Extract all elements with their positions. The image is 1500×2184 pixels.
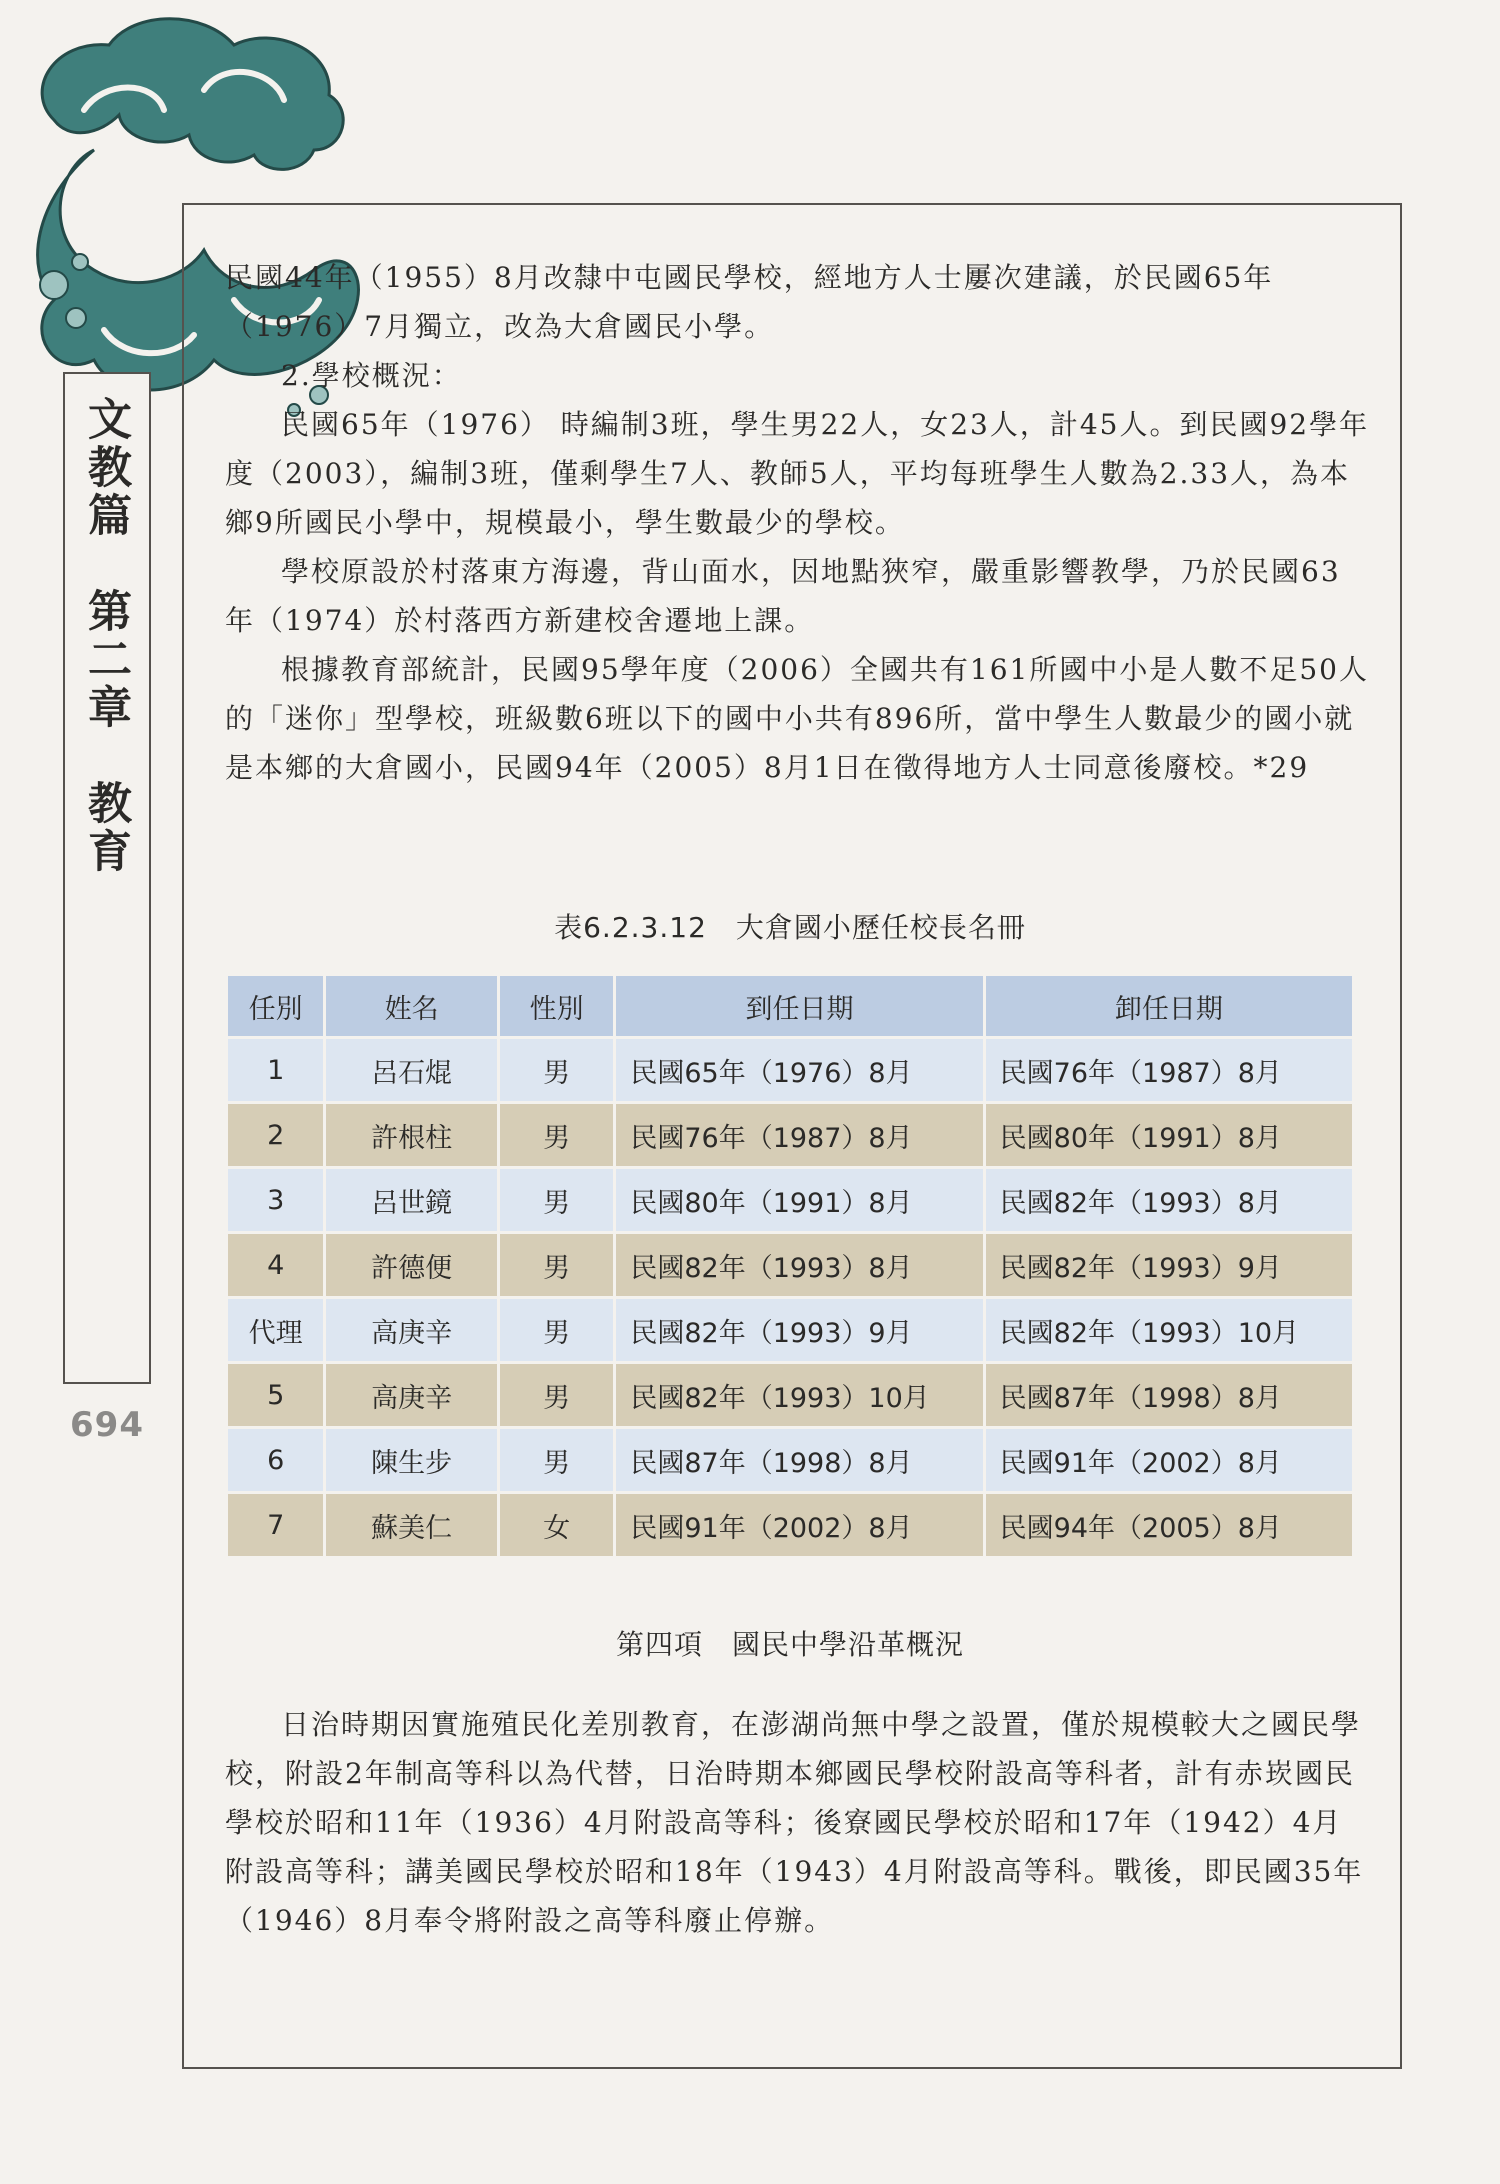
table-cell: 呂世鏡 [326,1169,497,1231]
table-row [228,1104,1352,1166]
table-cell: 7 [228,1494,323,1556]
table-cell: 5 [228,1364,323,1426]
table-cell: 男 [500,1104,613,1166]
table-cell: 男 [500,1429,613,1491]
table-cell: 呂石焜 [326,1039,497,1101]
column-header: 姓名 [326,976,497,1036]
table-cell: 民國87年（1998）8月 [616,1429,982,1491]
paragraph: 學校原設於村落東方海邊，背山面水，因地點狹窄，嚴重影響教學，乃於民國63年（1974）於村落西方新建校舍遷地上課。 [225,555,1341,637]
column-header: 任別 [228,976,323,1036]
table-cell: 陳生步 [326,1429,497,1491]
table-cell: 男 [500,1169,613,1231]
table-cell: 民國82年（1993）9月 [986,1234,1352,1296]
table-cell: 4 [228,1234,323,1296]
table-cell: 民國76年（1987）8月 [616,1104,982,1166]
table-cell: 民國91年（2002）8月 [986,1429,1352,1491]
table-cell: 2 [228,1104,323,1166]
table-row [228,1169,1352,1231]
table-cell: 代理 [228,1299,323,1361]
table-row [228,1429,1352,1491]
principals-table [225,973,1355,1559]
column-header: 到任日期 [616,976,982,1036]
table-cell: 6 [228,1429,323,1491]
table-cell: 民國65年（1976）8月 [616,1039,982,1101]
table-cell: 民國82年（1993）10月 [986,1299,1352,1361]
table-cell: 民國87年（1998）8月 [986,1364,1352,1426]
table-row [228,1039,1352,1101]
intro-text [225,253,1370,792]
table-row [228,1299,1352,1361]
table-cell: 民國80年（1991）8月 [616,1169,982,1231]
column-header: 卸任日期 [986,976,1352,1036]
table-cell: 民國94年（2005）8月 [986,1494,1352,1556]
table-cell: 蘇美仁 [326,1494,497,1556]
table-cell: 女 [500,1494,613,1556]
table-cell: 許根柱 [326,1104,497,1166]
paragraph: 民國44年（1955）8月改隸中屯國民學校，經地方人士屢次建議，於民國65年（1976）7月獨立，改為大倉國民小學。 [225,261,1274,343]
column-header: 性別 [500,976,613,1036]
table-row [228,1234,1352,1296]
table-cell: 男 [500,1364,613,1426]
paragraph: 根據教育部統計，民國95學年度（2006）全國共有161所國中小是人數不足50人的「迷你」型學校，班級數6班以下的國中小共有896所，當中學生人數最少的國小就是本鄉的大倉國小，民國94年（2005）8月1日在徵得地方人士同意後廢校。*29 [225,653,1369,784]
table-row [228,1364,1352,1426]
table-cell: 民國82年（1993）8月 [616,1234,982,1296]
table-cell: 高庚辛 [326,1299,497,1361]
table-cell: 3 [228,1169,323,1231]
table-cell: 民國80年（1991）8月 [986,1104,1352,1166]
chapter-title: 文教篇 第二章 教育 [80,396,131,876]
paragraph: 民國65年（1976） 時編制3班，學生男22人，女23人，計45人。到民國92學年度（2003），編制3班，僅剩學生7人、教師5人，平均每班學生人數為2.33人，為本鄉9所國民小學中，規模最小，學生數最少的學校。 [225,408,1370,539]
table-cell: 男 [500,1299,613,1361]
section-text [225,1700,1370,1945]
table-cell: 民國82年（1993）9月 [616,1299,982,1361]
table-row [228,1494,1352,1556]
table-caption: 表6.2.3.12 大倉國小歷任校長名冊 [554,911,1026,944]
paragraph: 日治時期因實施殖民化差別教育，在澎湖尚無中學之設置，僅於規模較大之國民學校，附設2年制高等科以為代替，日治時期本鄉國民學校附設高等科者，計有赤崁國民學校於昭和11年（1936）4月附設高等科；後寮國民學校於昭和17年（1942）4月附設高等科；講美國民學校於昭和18年（1943）4月附設高等科。戰後，即民國35年（1946）8月奉令將附設之高等科廢止停辦。 [225,1708,1364,1937]
table-cell: 民國82年（1993）8月 [986,1169,1352,1231]
table-cell: 男 [500,1039,613,1101]
chapter-sidebar [63,372,151,1384]
table-cell: 民國91年（2002）8月 [616,1494,982,1556]
section-title: 第四項 國民中學沿革概況 [615,1628,964,1661]
table-cell: 1 [228,1039,323,1101]
table-header-row [228,976,1352,1036]
table-cell: 民國82年（1993）10月 [616,1364,982,1426]
table-cell: 許德便 [326,1234,497,1296]
page-number: 694 [70,1405,144,1445]
table-cell: 民國76年（1987）8月 [986,1039,1352,1101]
subheading: 2.學校概況： [281,359,462,392]
table-cell: 高庚辛 [326,1364,497,1426]
table-cell: 男 [500,1234,613,1296]
